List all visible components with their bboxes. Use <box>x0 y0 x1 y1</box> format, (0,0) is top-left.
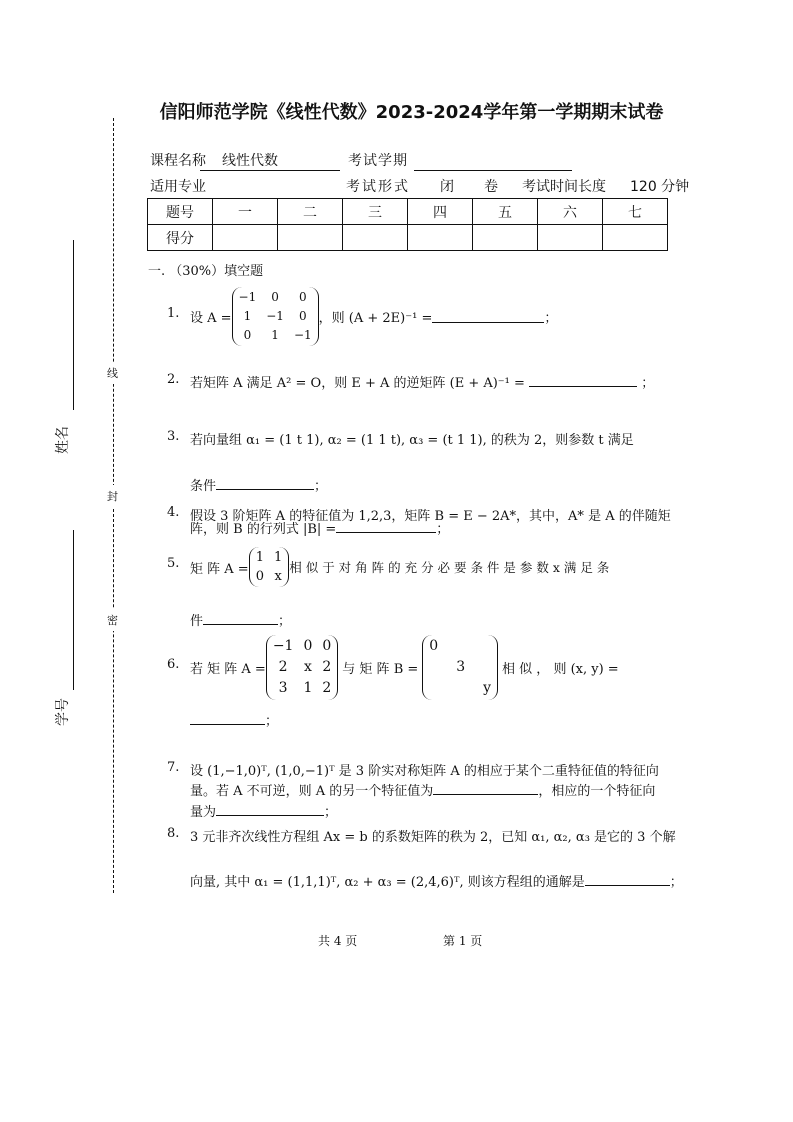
q7-text-4: 量为 <box>190 805 217 820</box>
column-6: 六 <box>538 199 603 225</box>
column-7: 七 <box>603 199 668 225</box>
column-4: 四 <box>408 199 473 225</box>
course-name-underline <box>200 170 340 171</box>
q4-number: 4. <box>167 505 180 520</box>
question-6 <box>190 634 619 700</box>
q7-eigenvector-blank[interactable] <box>216 803 324 816</box>
score-cell-2[interactable] <box>278 225 343 251</box>
matrix-cell: x <box>303 658 312 675</box>
score-label: 得分 <box>148 225 213 251</box>
matrix-cell <box>429 657 438 678</box>
score-row <box>148 225 668 251</box>
matrix-cell: 0 <box>271 289 279 304</box>
matrix-cell: 3 <box>456 658 466 675</box>
q7-number: 7. <box>167 760 180 775</box>
q5-end: ； <box>278 614 292 629</box>
score-cell-6[interactable] <box>538 225 603 251</box>
seal-seal-label: 封 <box>107 485 118 507</box>
q3-line-2 <box>190 475 327 494</box>
name-field-line[interactable] <box>73 240 74 410</box>
course-name-label: 课程名称 <box>150 153 206 169</box>
matrix-cell: −1 <box>238 289 257 304</box>
q2-text: 若矩阵 A 满足 A² = O，则 E + A 的逆矩阵 (E + A)⁻¹ = <box>190 376 525 391</box>
q5-number: 5. <box>167 556 180 571</box>
seal-line-label: 线 <box>107 362 118 384</box>
matrix-cell <box>483 657 491 678</box>
q6-line-2 <box>190 710 278 729</box>
q3-end: ； <box>314 479 328 494</box>
exam-term-field[interactable] <box>414 170 572 171</box>
q6-answer-blank[interactable] <box>190 712 265 725</box>
matrix-cell: 1 <box>303 679 313 696</box>
q1-matrix <box>232 287 319 346</box>
matrix-cell: 0 <box>429 637 439 654</box>
matrix-cell <box>483 636 491 657</box>
q5-text: 矩 阵 A = <box>190 561 249 577</box>
question-1 <box>190 286 557 346</box>
q6-end: ； <box>265 714 279 729</box>
matrix-cell: 0 <box>303 637 313 654</box>
q5-answer-blank[interactable] <box>203 612 278 625</box>
matrix-cell: 0 <box>298 289 307 304</box>
q4-text-2: 阵，则 B 的行列式 |B| = <box>190 522 337 537</box>
q7-end: ； <box>324 805 338 820</box>
matrix-cell: 3 <box>278 679 288 696</box>
score-cell-4[interactable] <box>408 225 473 251</box>
column-1: 一 <box>213 199 278 225</box>
q8-text-2: 向量, 其中 α₁ = (1,1,1)ᵀ, α₂ + α₃ = (2,4,6)ᵀ, 则该方程组的通解是 <box>190 875 585 890</box>
matrix-cell: −1 <box>272 637 294 654</box>
matrix-cell: 0 <box>243 327 252 342</box>
q3-answer-blank[interactable] <box>216 477 314 490</box>
q3-text-2: 条件 <box>190 479 217 494</box>
matrix-cell: 1 <box>271 327 279 342</box>
q7-text-3: ，相应的一个特征向 <box>538 784 656 799</box>
matrix-cell: −1 <box>293 327 312 342</box>
q1-text-2: ，则 (A + 2E)⁻¹ = <box>318 310 433 326</box>
q2-answer-blank[interactable] <box>529 374 637 387</box>
score-cell-3[interactable] <box>343 225 408 251</box>
q8-end: ； <box>669 875 683 890</box>
q4-text: 假设 3 阶矩阵 A 的特征值为 1,2,3，矩阵 B = E − 2A*，其中，A* 是 A 的伴随矩 <box>190 509 671 524</box>
score-cell-1[interactable] <box>213 225 278 251</box>
footer-current-page: 第 1 页 <box>443 934 483 948</box>
q1-answer-blank[interactable] <box>432 310 544 323</box>
q8-text: 3 元非齐次线性方程组 Ax = b 的系数矩阵的秩为 2，已知 α₁, α₂, α₃ 是它的 3 个解 <box>190 830 676 845</box>
matrix-cell <box>429 678 438 699</box>
duration-label: 考试时间长度 <box>522 179 606 195</box>
matrix-cell: 0 <box>298 308 307 323</box>
matrix-cell <box>456 678 465 699</box>
matrix-cell: 1 <box>255 550 264 565</box>
matrix-cell: −1 <box>266 308 284 323</box>
q3-number: 3. <box>167 429 180 444</box>
exam-title: 信阳师范学院《线性代数》2023-2024学年第一学期期末试卷 <box>159 102 664 123</box>
q1-number: 1. <box>167 306 180 321</box>
matrix-cell: 1 <box>243 308 252 323</box>
score-cell-5[interactable] <box>473 225 538 251</box>
q5-text-2: 相 似 于 对 角 阵 的 充 分 必 要 条 件 是 参 数 x 满 足 条 <box>289 560 610 575</box>
q8-answer-blank[interactable] <box>585 873 670 886</box>
q7-line-3 <box>190 801 337 820</box>
q2-end: ； <box>641 376 655 391</box>
matrix-cell: 1 <box>273 550 283 565</box>
column-5: 五 <box>473 199 538 225</box>
student-id-field-line[interactable] <box>73 530 74 690</box>
matrix-cell: x <box>274 569 282 584</box>
major-label: 适用专业 <box>150 179 206 195</box>
matrix-cell: 0 <box>322 637 332 654</box>
matrix-cell: 2 <box>278 658 288 675</box>
course-name-value: 线性代数 <box>222 153 278 169</box>
question-2 <box>190 372 654 391</box>
score-table-header-row <box>148 199 668 225</box>
q4-answer-blank[interactable] <box>336 520 436 533</box>
q7-text-2: 量。若 A 不可逆，则 A 的另一个特征值为 <box>190 784 434 799</box>
q3-text: 若向量组 α₁ = (1 t 1), α₂ = (1 1 t), α₃ = (t 1 1), 的秩为 2，则参数 t 满足 <box>190 433 634 448</box>
q6-text-2: 与 矩 阵 B = <box>342 661 419 677</box>
q7-text: 设 (1,−1,0)ᵀ, (1,0,−1)ᵀ 是 3 阶实对称矩阵 A 的相应于某个二重特征值的特征向 <box>190 764 659 779</box>
q8-line-2 <box>190 871 683 890</box>
q5-line-2 <box>190 610 291 629</box>
matrix-cell: 0 <box>255 569 264 584</box>
score-cell-7[interactable] <box>603 225 668 251</box>
exam-term-label: 考试学期 <box>348 153 408 169</box>
q5-matrix <box>249 547 290 587</box>
column-3: 三 <box>343 199 408 225</box>
student-id-label: 学号 <box>55 698 71 726</box>
q4-end: ； <box>436 522 450 537</box>
column-2: 二 <box>278 199 343 225</box>
q4-line-2-row <box>190 518 449 537</box>
q2-number: 2. <box>167 372 180 387</box>
q7-eigenvalue-blank[interactable] <box>433 782 538 795</box>
name-label: 姓名 <box>55 426 71 454</box>
q5-text-3: 件 <box>190 614 204 629</box>
duration-value: 120 分钟 <box>630 179 690 195</box>
footer-total-pages: 共 4 页 <box>318 934 358 948</box>
q6-number: 6. <box>167 657 180 672</box>
seal-secret-label: 密 <box>107 609 118 631</box>
section-1-heading: 一. （30%）填空题 <box>148 264 264 279</box>
score-table <box>147 198 668 251</box>
matrix-cell: 2 <box>322 658 332 675</box>
q6-matrix-b <box>422 635 498 700</box>
q7-line-2 <box>190 780 655 799</box>
matrix-cell <box>456 636 465 657</box>
q1-text: 设 A = <box>190 310 232 326</box>
question-5 <box>190 546 609 588</box>
matrix-cell: 2 <box>322 679 332 696</box>
exam-form-book: 卷 <box>484 179 498 195</box>
q6-matrix-a <box>266 635 338 700</box>
q6-text-3: 相 似 ， 则 (x, y) = <box>502 661 619 677</box>
q1-end: ； <box>544 310 558 326</box>
exam-form-closed: 闭 <box>440 179 454 195</box>
question-number-label: 题号 <box>148 199 213 225</box>
q6-text: 若 矩 阵 A = <box>190 661 266 677</box>
q8-number: 8. <box>167 826 180 841</box>
exam-form-label: 考试形式 <box>346 179 410 195</box>
matrix-cell: y <box>483 679 492 696</box>
